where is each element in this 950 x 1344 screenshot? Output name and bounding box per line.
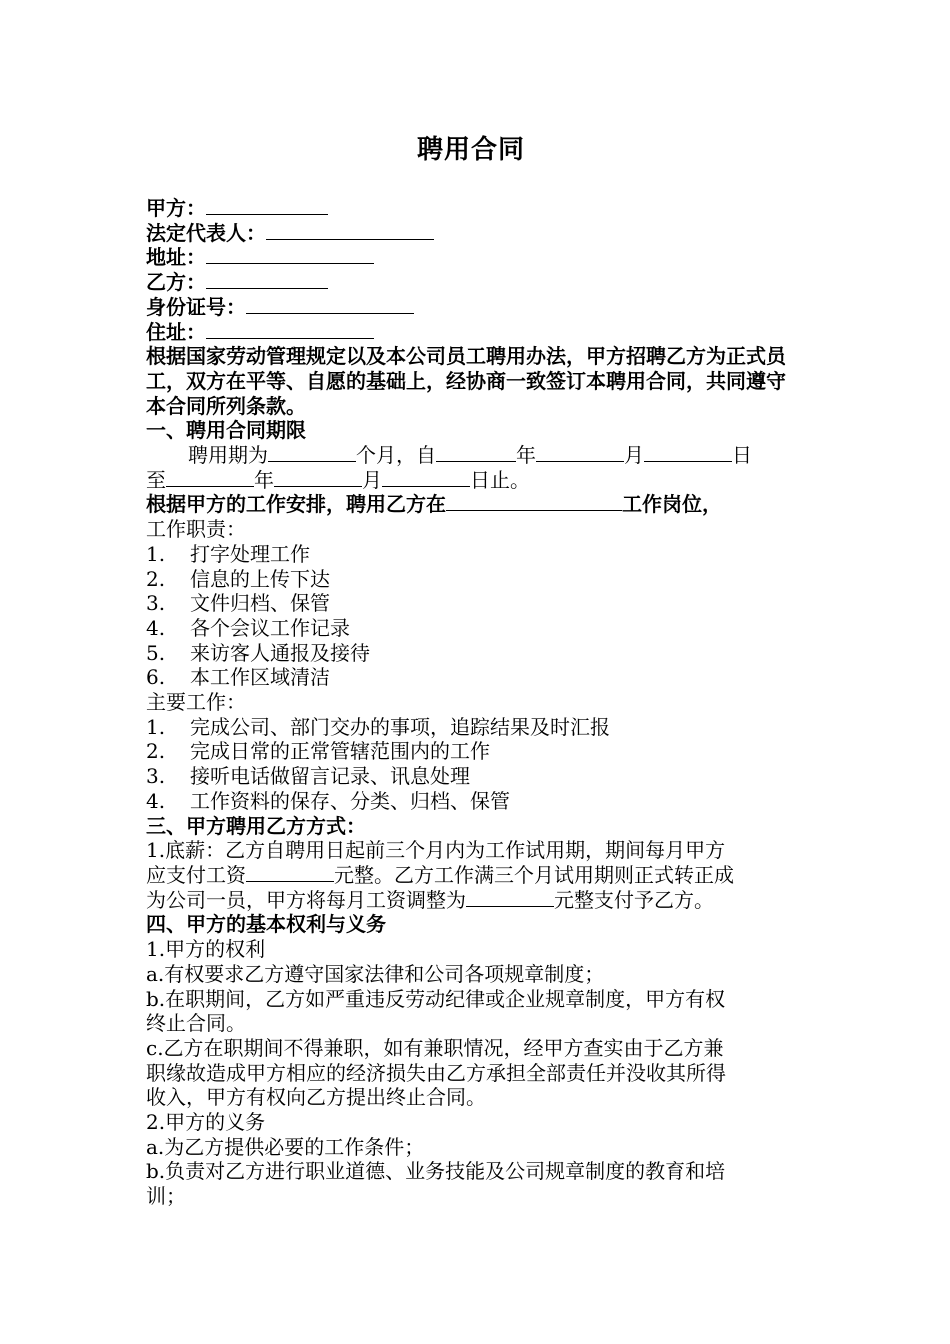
obligations-item-b-1: b.负责对乙方进行职业道德、业务技能及公司规章制度的教育和培 (146, 1159, 726, 1184)
rights-item-a: a.有权要求乙方遵守国家法律和公司各项规章制度； (146, 961, 605, 986)
term-line-2 (146, 468, 796, 493)
id-number-blank (246, 295, 414, 314)
party-a-blank (206, 196, 328, 215)
id-number-label: 身份证号： (146, 294, 246, 319)
salary-line-3: 为公司一员，甲方将每月工资调整为 元整支付予乙方。 (146, 887, 714, 912)
main-work-list (146, 715, 796, 814)
term-text: 月 (624, 443, 644, 468)
start-year-blank (436, 443, 516, 462)
list-item: 2. 信息的上传下达 (146, 566, 330, 591)
duties-label: 工作职责： (146, 517, 246, 542)
document-title: 聘用合同 (416, 135, 525, 165)
position-blank (446, 492, 622, 511)
term-text: 年 (516, 443, 536, 468)
list-item: 1. 打字处理工作 (146, 541, 310, 566)
salary-line-2: 应支付工资 元整。乙方工作满三个月试用期则正式转正成 (146, 862, 734, 887)
term-text: 日 (732, 443, 752, 468)
rights-item-c-2: 职缘故造成甲方相应的经济损失由乙方承担全部责任并没收其所得 (146, 1060, 726, 1085)
months-blank (268, 443, 356, 462)
address-b-line (146, 320, 796, 345)
list-item: 5. 来访客人通报及接待 (146, 640, 370, 665)
end-month-blank (274, 468, 362, 487)
term-text: 月 (362, 467, 382, 492)
salary-line-1: 1.底薪：乙方自聘用日起前三个月内为工作试用期，期间每月甲方 (146, 838, 726, 863)
obligations-label: 2.甲方的义务 (146, 1110, 266, 1135)
term-line-1 (146, 443, 796, 468)
term-text: 日止。 (470, 467, 530, 492)
legal-rep-blank (266, 221, 434, 240)
rights-item-b-2: 终止合同。 (146, 1011, 246, 1036)
address-b-label: 住址： (146, 319, 206, 344)
rights-item-b-1: b.在职期间，乙方如严重违反劳动纪律或企业规章制度，甲方有权 (146, 986, 726, 1011)
intro-paragraph: 根据国家劳动管理规定以及本公司员工聘用办法，甲方招聘乙方为正式员工，双方在平等、自愿的基础上，经协商一致签订本聘用合同，共同遵守本合同所列条款。 (146, 344, 786, 418)
section4-heading: 四、甲方的基本权利与义务 (146, 912, 386, 937)
party-b-label: 乙方： (146, 270, 206, 295)
start-day-blank (644, 443, 732, 462)
list-item: 6. 本工作区域清洁 (146, 665, 330, 690)
term-text: 年 (254, 467, 274, 492)
section3-heading: 三、甲方聘用乙方方式： (146, 813, 366, 838)
legal-rep-label: 法定代表人： (146, 220, 266, 245)
rights-label: 1.甲方的权利 (146, 937, 266, 962)
contract-document (146, 130, 796, 1209)
legal-rep-line (146, 221, 796, 246)
address-a-label: 地址： (146, 245, 206, 270)
end-year-blank (166, 468, 254, 487)
end-day-blank (382, 468, 470, 487)
party-a-line (146, 196, 796, 221)
address-a-line (146, 245, 796, 270)
term-text: 聘用期为 (188, 443, 268, 468)
party-a-label: 甲方： (146, 196, 206, 220)
position-prefix: 根据甲方的工作安排，聘用乙方在 (146, 492, 446, 517)
address-a-blank (206, 245, 374, 264)
obligations-item-a: a.为乙方提供必要的工作条件； (146, 1134, 425, 1159)
list-item: 4. 各个会议工作记录 (146, 615, 350, 640)
address-b-blank (206, 320, 374, 339)
position-suffix: 工作岗位， (622, 492, 722, 517)
party-b-blank (206, 270, 328, 289)
list-item: 1. 完成公司、部门交办的事项，追踪结果及时汇报 (146, 714, 610, 739)
list-item: 2. 完成日常的正常管辖范围内的工作 (146, 739, 490, 764)
id-number-line (146, 295, 796, 320)
rights-item-c-1: c.乙方在职期间不得兼职，如有兼职情况，经甲方查实由于乙方兼 (146, 1035, 724, 1060)
list-item: 3. 文件归档、保管 (146, 591, 330, 616)
list-item: 3. 接听电话做留言记录、讯息处理 (146, 764, 470, 789)
probation-salary-blank (246, 863, 334, 882)
term-text: 个月，自 (356, 443, 436, 468)
main-work-label: 主要工作： (146, 690, 246, 715)
party-b-line (146, 270, 796, 295)
regular-salary-blank (466, 888, 554, 907)
obligations-item-b-2: 训； (146, 1184, 186, 1209)
term-text: 至 (146, 467, 166, 492)
duties-list (146, 542, 796, 690)
list-item: 4. 工作资料的保存、分类、归档、保管 (146, 788, 510, 813)
position-line (146, 492, 796, 517)
rights-item-c-3: 收入，甲方有权向乙方提出终止合同。 (146, 1085, 486, 1110)
section1-heading: 一、聘用合同期限 (146, 418, 306, 443)
start-month-blank (536, 443, 624, 462)
